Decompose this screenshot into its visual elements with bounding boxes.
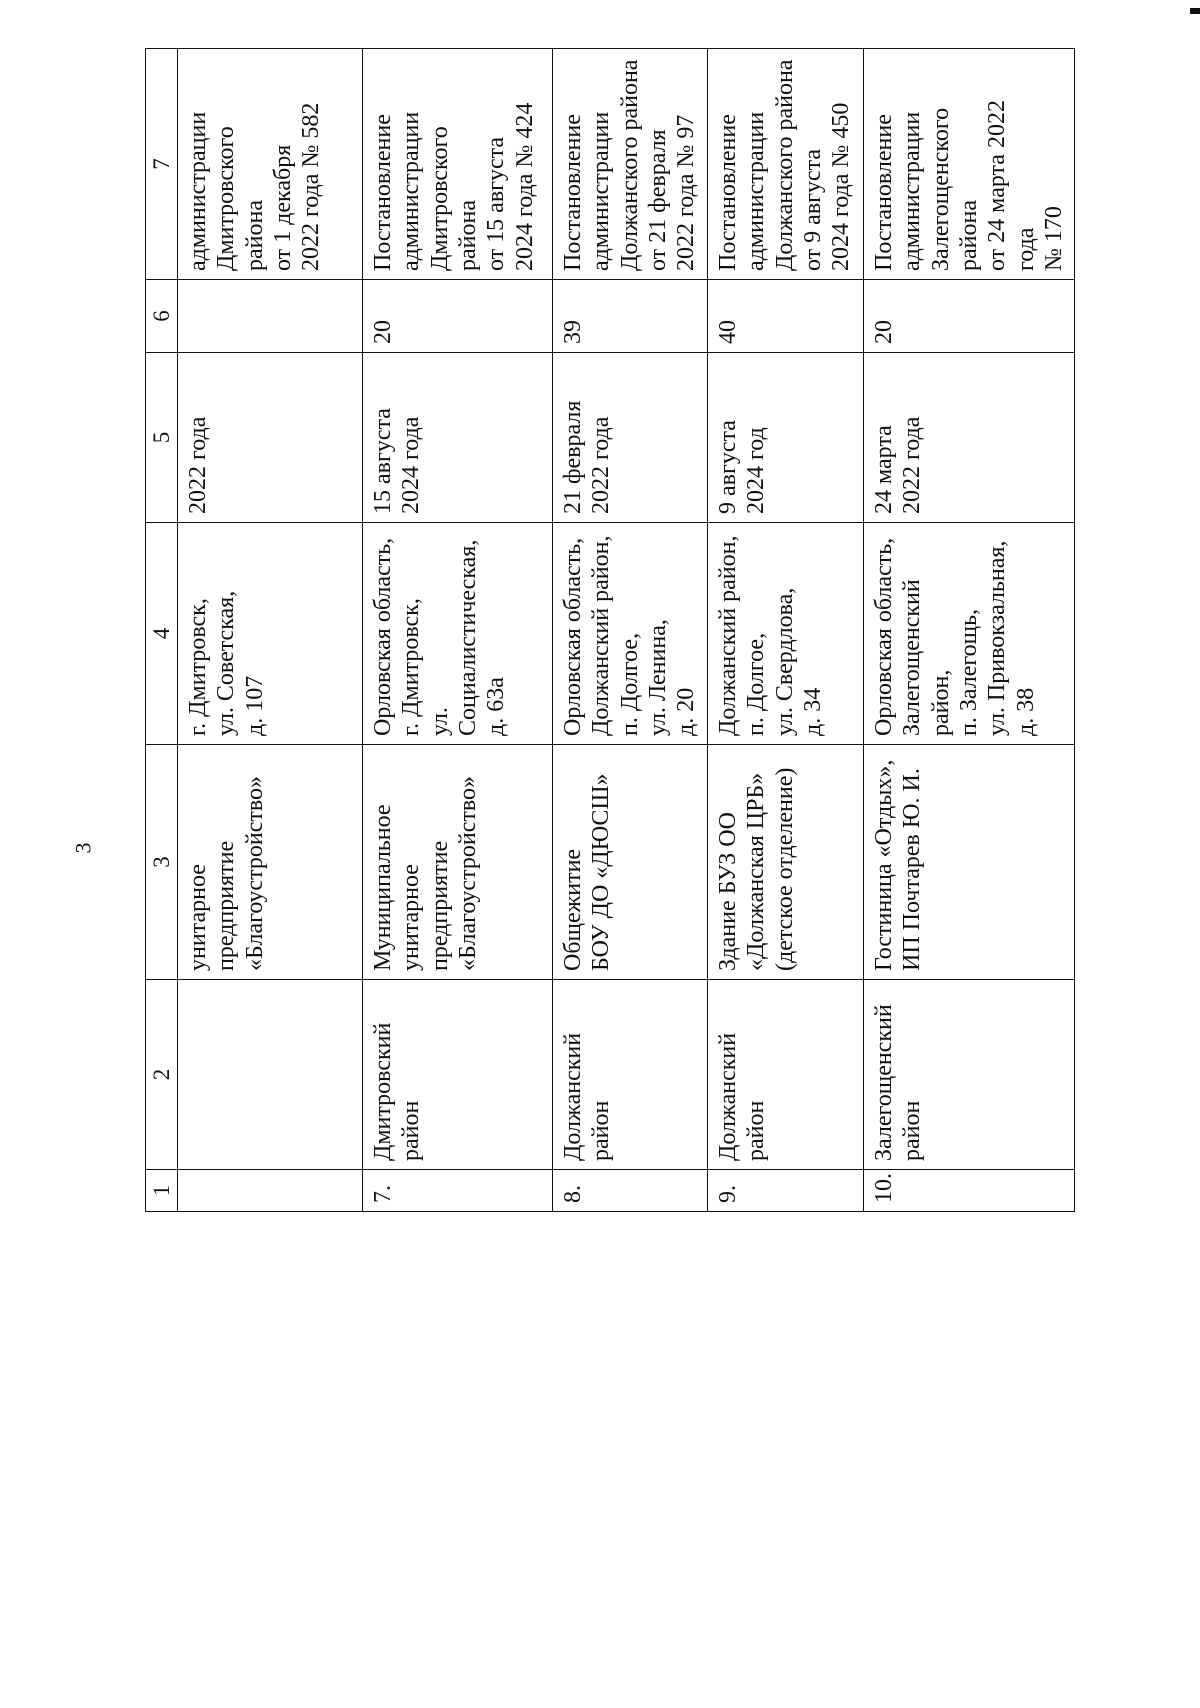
header-cell: 1 xyxy=(146,1170,178,1212)
district-cell: Дмитровский район xyxy=(363,980,553,1170)
registry-table xyxy=(145,48,1075,1212)
capacity-cell: 39 xyxy=(553,280,708,353)
district-cell: Должанский район xyxy=(553,980,708,1170)
rotated-table-wrapper xyxy=(145,49,1067,1212)
address-cell: Орловская область, г. Дмитровск, ул. Социалистическая, д. 63а xyxy=(363,523,553,745)
row-number-cell: 8. xyxy=(553,1170,708,1212)
capacity-cell: 20 xyxy=(864,280,1075,353)
header-cell: 6 xyxy=(146,280,178,353)
document-cell: Постановление администрации Дмитровского района от 15 августа 2024 года № 424 xyxy=(363,49,553,280)
document-cell: Постановление администрации Должанского района от 21 февраля 2022 года № 97 xyxy=(553,49,708,280)
capacity-cell: 20 xyxy=(363,280,553,353)
object-cell: Муниципальное унитарное предприятие «Благоустройство» xyxy=(363,745,553,980)
table-row xyxy=(363,49,553,1212)
header-cell: 4 xyxy=(146,523,178,745)
row-number-cell xyxy=(178,1170,363,1212)
document-cell: администрации Дмитровского района от 1 декабря 2022 года № 582 xyxy=(178,49,363,280)
date-cell: 2022 года xyxy=(178,353,363,523)
date-cell: 21 февраля 2022 года xyxy=(553,353,708,523)
object-cell: Здание БУЗ ОО «Должанская ЦРБ» (детское отделение) xyxy=(708,745,864,980)
scan-corner-mark xyxy=(1190,8,1200,14)
district-cell xyxy=(178,980,363,1170)
document-cell: Постановление администрации Залегощенского района от 24 марта 2022 года № 170 xyxy=(864,49,1075,280)
row-number-cell: 7. xyxy=(363,1170,553,1212)
page-number: 3 xyxy=(70,842,96,854)
district-cell: Залегощенский район xyxy=(864,980,1075,1170)
table-row xyxy=(178,49,363,1212)
address-cell: Орловская область, Должанский район, п. Долгое, ул. Ленина, д. 20 xyxy=(553,523,708,745)
capacity-cell: 40 xyxy=(708,280,864,353)
document-cell: Постановление администрации Должанского района от 9 августа 2024 года № 450 xyxy=(708,49,864,280)
capacity-cell xyxy=(178,280,363,353)
header-cell: 7 xyxy=(146,49,178,280)
address-cell: Орловская область, Залегощенский район, п. Залегощь, ул. Привокзальная, д. 38 xyxy=(864,523,1075,745)
table-row xyxy=(708,49,864,1212)
row-number-cell: 9. xyxy=(708,1170,864,1212)
header-cell: 5 xyxy=(146,353,178,523)
object-cell: Гостиница «Отдых», ИП Почтарев Ю. И. xyxy=(864,745,1075,980)
address-cell: Должанский район, п. Долгое, ул. Свердлова, д. 34 xyxy=(708,523,864,745)
header-cell: 3 xyxy=(146,745,178,980)
table-row xyxy=(553,49,708,1212)
row-number-cell: 10. xyxy=(864,1170,1075,1212)
object-cell: Общежитие БОУ ДО «ДЮСШ» xyxy=(553,745,708,980)
date-cell: 9 августа 2024 год xyxy=(708,353,864,523)
column-number-row xyxy=(146,49,178,1212)
table-row xyxy=(864,49,1075,1212)
date-cell: 15 августа 2024 года xyxy=(363,353,553,523)
district-cell: Должанский район xyxy=(708,980,864,1170)
date-cell: 24 марта 2022 года xyxy=(864,353,1075,523)
object-cell: унитарное предприятие «Благоустройство» xyxy=(178,745,363,980)
header-cell: 2 xyxy=(146,980,178,1170)
address-cell: г. Дмитровск, ул. Советская, д. 107 xyxy=(178,523,363,745)
